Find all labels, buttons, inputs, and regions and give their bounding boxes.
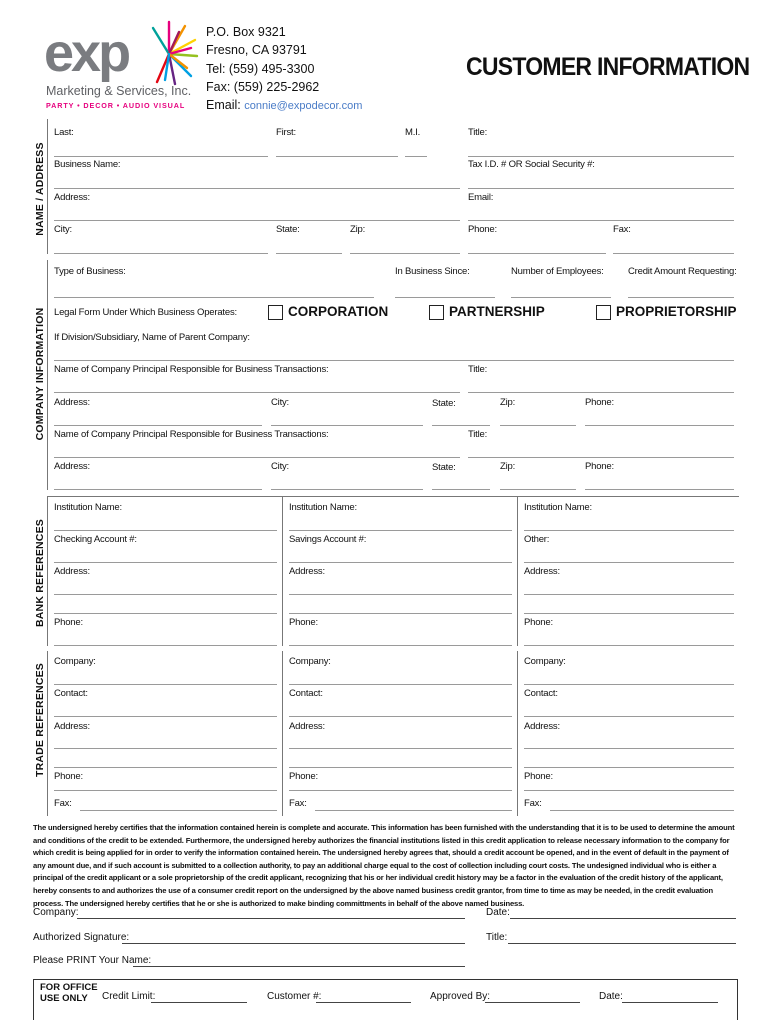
trade-2-company-field[interactable] — [289, 684, 512, 685]
principal-1-field[interactable] — [54, 392, 460, 393]
in-business-since-label: In Business Since: — [395, 266, 470, 277]
trade-2-phone-field[interactable] — [289, 790, 512, 791]
num-employees-label: Number of Employees: — [511, 266, 604, 277]
logo-burst-icon — [139, 18, 199, 88]
trade-3-phone-field[interactable] — [524, 790, 734, 791]
bank-1-institution-label: Institution Name: — [54, 502, 122, 513]
principal-2-label: Name of Company Principal Responsible for Business Transactions: — [54, 429, 329, 440]
bank-1-address-label: Address: — [54, 566, 90, 577]
business-name-field[interactable] — [54, 188, 460, 189]
office-use-label — [40, 982, 98, 1004]
num-employees-field[interactable] — [511, 297, 611, 298]
fax-label: Fax: — [613, 224, 631, 235]
phone-line: Tel: (559) 495-3300 — [206, 62, 315, 76]
principal-2-city-label: City: — [271, 461, 290, 472]
bank-3-other-label: Other: — [524, 534, 550, 545]
trade-1-phone-label: Phone: — [54, 771, 83, 782]
trade-2-phone-label: Phone: — [289, 771, 318, 782]
principal-2-phone-field[interactable] — [585, 489, 734, 490]
type-of-business-field[interactable] — [54, 297, 374, 298]
trade-2-address-label: Address: — [289, 721, 325, 732]
trade-1-contact-label: Contact: — [54, 688, 88, 699]
last-field[interactable] — [54, 156, 268, 157]
trade-3-address-label: Address: — [524, 721, 560, 732]
principal-1-phone-field[interactable] — [585, 425, 734, 426]
sig-company-field[interactable] — [77, 918, 465, 919]
bank-2-savings-label: Savings Account #: — [289, 534, 367, 545]
principal-2-address-label: Address: — [54, 461, 90, 472]
side-label-bank-references: BANK REFERENCES — [34, 519, 46, 628]
trade-1-fax-label: Fax: — [54, 798, 72, 809]
sig-authorized-field[interactable] — [122, 943, 465, 944]
city-field[interactable] — [54, 253, 268, 254]
trade-2-contact-field[interactable] — [289, 716, 512, 717]
principal-2-zip-label: Zip: — [500, 461, 516, 472]
principal-2-zip-field[interactable] — [500, 489, 576, 490]
company-logo — [44, 18, 196, 114]
principal-2-address-field[interactable] — [54, 489, 262, 490]
side-label-trade-references: TRADE REFERENCES — [34, 662, 46, 778]
bank-2-institution-field[interactable] — [289, 530, 512, 531]
partnership-checkbox[interactable] — [429, 305, 444, 320]
principal-1-city-field[interactable] — [271, 425, 423, 426]
corporation-label: CORPORATION — [288, 304, 389, 319]
bank-2-phone-label: Phone: — [289, 617, 318, 628]
trade-3-contact-label: Contact: — [524, 688, 558, 699]
office-date-label: Date: — [599, 991, 623, 1002]
trade-1-company-label: Company: — [54, 656, 96, 667]
legal-form-label: Legal Form Under Which Business Operates: — [54, 307, 237, 318]
office-use-line-2: USE ONLY — [40, 993, 88, 1004]
mi-label: M.I. — [405, 127, 421, 138]
parent-company-field[interactable] — [54, 360, 734, 361]
principal-1-phone-label: Phone: — [585, 397, 614, 408]
page-title: CUSTOMER INFORMATION — [466, 53, 750, 81]
address-line-1: P.O. Box 9321 — [206, 25, 286, 39]
principal-1-title-label: Title: — [468, 364, 488, 375]
bank-1-phone-field[interactable] — [54, 645, 277, 646]
principal-2-state-field[interactable] — [432, 489, 490, 490]
principal-1-zip-field[interactable] — [500, 425, 576, 426]
bank-2-savings-field[interactable] — [289, 562, 512, 563]
side-label-name-address: NAME / ADDRESS — [34, 142, 46, 236]
office-credit-limit-field[interactable] — [151, 1002, 247, 1003]
office-use-line-1: FOR OFFICE — [40, 982, 98, 993]
trade-2-contact-label: Contact: — [289, 688, 323, 699]
title-label: Title: — [468, 127, 488, 138]
bank-2-address-field-b[interactable] — [289, 613, 512, 614]
state-field[interactable] — [276, 253, 342, 254]
zip-field[interactable] — [350, 253, 460, 254]
office-approved-by-label: Approved By: — [430, 991, 491, 1002]
bank-1-address-field-a[interactable] — [54, 594, 277, 595]
bank-1-institution-field[interactable] — [54, 530, 277, 531]
city-label: City: — [54, 224, 73, 235]
logo-subtitle: Marketing & Services, Inc. — [46, 84, 192, 98]
bank-3-phone-label: Phone: — [524, 617, 553, 628]
sig-title-field[interactable] — [508, 943, 736, 944]
principal-1-address-label: Address: — [54, 397, 90, 408]
partnership-label: PARTNERSHIP — [449, 304, 545, 319]
certification-text: The undersigned hereby certifies that the information contained herein is complete and accurate. This information has been furnished with the understanding that it is to be used to determine the amount and conditions of the credit to be extended. Furthermore, the undersigned hereby authorizes the financial institutions listed in this credit application to release necessary information to the company for which credit is being applied for in order to verify the information contained herein. The undersigned hereby agrees that, should a credit account be opened, and in the event of default in the payment of any amount due, and if such account is submitted to a collection authority, to pay an additional charge equal to the cost of collection including court costs. The undesigned individual who is either a principal of the credit applicant or a sole proprietorship of the credit applicant, recognizing that his or her individual credit history may be a factor in the evaluation of the credit history of the applicant, hereby consents to and authorizes the use of a consumer credit report on the undersigned by the above named business credit grantor, from time to time as may be needed, in the credit evaluation process. The undersigned hereby certifies that he or she is authorized to make binding committments in behalf of the above named business. — [33, 823, 735, 908]
type-of-business-label: Type of Business: — [54, 266, 126, 277]
address-line-2: Fresno, CA 93791 — [206, 43, 307, 57]
first-field[interactable] — [276, 156, 398, 157]
principal-2-title-field[interactable] — [468, 457, 734, 458]
zip-label: Zip: — [350, 224, 366, 235]
trade-1-phone-field[interactable] — [54, 790, 277, 791]
first-label: First: — [276, 127, 296, 138]
logo-wordmark: exp — [44, 23, 129, 83]
bank-3-address-label: Address: — [524, 566, 560, 577]
trade-2-fax-field[interactable] — [315, 810, 512, 811]
trade-1-contact-field[interactable] — [54, 716, 277, 717]
trade-3-address-field-b[interactable] — [524, 767, 734, 768]
principal-2-phone-label: Phone: — [585, 461, 614, 472]
parent-company-label: If Division/Subsidiary, Name of Parent Company: — [54, 332, 250, 343]
office-customer-no-label: Customer #: — [267, 991, 322, 1002]
trade-2-company-label: Company: — [289, 656, 331, 667]
email-label: Email: — [206, 98, 241, 112]
tax-id-label: Tax I.D. # OR Social Security #: — [468, 159, 595, 170]
trade-3-company-field[interactable] — [524, 684, 734, 685]
email-field[interactable] — [468, 220, 734, 221]
principal-1-state-field[interactable] — [432, 425, 490, 426]
office-credit-limit-label: Credit Limit: — [102, 991, 156, 1002]
fax-line: Fax: (559) 225-2962 — [206, 80, 320, 94]
bank-1-checking-label: Checking Account #: — [54, 534, 137, 545]
last-label: Last: — [54, 127, 74, 138]
address-label: Address: — [54, 192, 90, 203]
in-business-since-field[interactable] — [395, 297, 495, 298]
title-field[interactable] — [468, 156, 734, 157]
trade-2-fax-label: Fax: — [289, 798, 307, 809]
bank-2-institution-label: Institution Name: — [289, 502, 357, 513]
bank-3-institution-label: Institution Name: — [524, 502, 592, 513]
business-name-label: Business Name: — [54, 159, 121, 170]
principal-1-city-label: City: — [271, 397, 290, 408]
bank-3-other-field[interactable] — [524, 562, 734, 563]
sig-date-label: Date: — [486, 907, 510, 918]
proprietorship-label: PROPRIETORSHIP — [616, 304, 737, 319]
office-customer-no-field[interactable] — [316, 1002, 411, 1003]
sig-print-name-label: Please PRINT Your Name: — [33, 955, 152, 966]
office-date-field[interactable] — [622, 1002, 718, 1003]
bank-1-phone-label: Phone: — [54, 617, 83, 628]
principal-2-state-label: State: — [432, 462, 456, 473]
phone-label: Phone: — [468, 224, 497, 235]
email-link[interactable]: connie@expodecor.com — [244, 100, 363, 112]
trade-3-address-field-a[interactable] — [524, 748, 734, 749]
trade-2-address-field-b[interactable] — [289, 767, 512, 768]
principal-2-field[interactable] — [54, 457, 460, 458]
trade-1-fax-field[interactable] — [80, 810, 277, 811]
bank-1-checking-field[interactable] — [54, 562, 277, 563]
email-line — [206, 97, 362, 116]
bank-3-address-field-b[interactable] — [524, 613, 734, 614]
corporation-checkbox[interactable] — [268, 305, 283, 320]
trade-1-company-field[interactable] — [54, 684, 277, 685]
sig-authorized-label: Authorized Signature: — [33, 932, 130, 943]
credit-amount-field[interactable] — [628, 297, 734, 298]
trade-3-phone-label: Phone: — [524, 771, 553, 782]
trade-3-fax-label: Fax: — [524, 798, 542, 809]
principal-1-label: Name of Company Principal Responsible for Business Transactions: — [54, 364, 329, 375]
trade-3-contact-field[interactable] — [524, 716, 734, 717]
trade-1-address-field-a[interactable] — [54, 748, 277, 749]
bank-2-address-label: Address: — [289, 566, 325, 577]
email-field-label: Email: — [468, 192, 494, 203]
principal-2-title-label: Title: — [468, 429, 488, 440]
principal-2-city-field[interactable] — [271, 489, 423, 490]
mi-field[interactable] — [405, 156, 427, 157]
trade-2-address-field-a[interactable] — [289, 748, 512, 749]
sig-company-label: Company: — [33, 907, 79, 918]
principal-1-address-field[interactable] — [54, 425, 262, 426]
principal-1-title-field[interactable] — [468, 392, 734, 393]
bank-2-phone-field[interactable] — [289, 645, 512, 646]
bank-3-address-field-a[interactable] — [524, 594, 734, 595]
proprietorship-checkbox[interactable] — [596, 305, 611, 320]
phone-field[interactable] — [468, 253, 606, 254]
tax-id-field[interactable] — [468, 188, 734, 189]
credit-amount-label: Credit Amount Requesting: — [628, 266, 737, 277]
logo-tagline: PARTY • DECOR • AUDIO VISUAL — [46, 101, 186, 110]
fax-field[interactable] — [613, 253, 734, 254]
sig-title-label: Title: — [486, 932, 508, 943]
sig-date-field[interactable] — [510, 918, 736, 919]
trade-1-address-label: Address: — [54, 721, 90, 732]
trade-1-address-field-b[interactable] — [54, 767, 277, 768]
bank-2-address-field-a[interactable] — [289, 594, 512, 595]
principal-1-zip-label: Zip: — [500, 397, 516, 408]
bank-1-address-field-b[interactable] — [54, 613, 277, 614]
principal-1-state-label: State: — [432, 398, 456, 409]
address-field[interactable] — [54, 220, 460, 221]
bank-3-phone-field[interactable] — [524, 645, 734, 646]
bank-3-institution-field[interactable] — [524, 530, 734, 531]
office-approved-by-field[interactable] — [485, 1002, 580, 1003]
side-label-company-information: COMPANY INFORMATION — [34, 307, 46, 441]
state-label: State: — [276, 224, 300, 235]
trade-3-company-label: Company: — [524, 656, 566, 667]
sig-print-name-field[interactable] — [133, 966, 465, 967]
trade-3-fax-field[interactable] — [550, 810, 734, 811]
